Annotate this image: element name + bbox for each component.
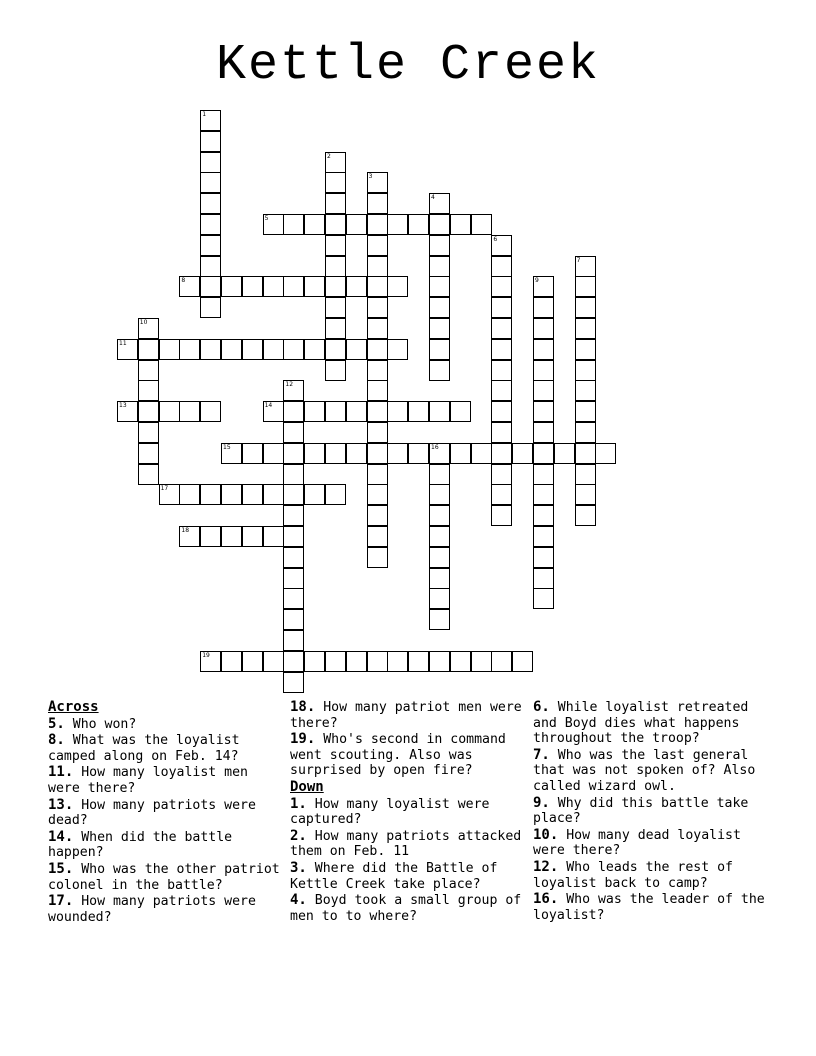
cell-number: 15: [223, 443, 231, 451]
grid-cell[interactable]: [221, 526, 242, 547]
clue-text: How many dead loyalist were there?: [533, 827, 741, 859]
grid-cell[interactable]: [429, 651, 450, 672]
grid-cell[interactable]: [367, 172, 388, 193]
grid-cell[interactable]: [346, 401, 367, 422]
grid-cell[interactable]: [283, 630, 304, 651]
grid-cell[interactable]: [387, 443, 408, 464]
grid-cell[interactable]: [283, 380, 304, 401]
grid-cell[interactable]: [325, 235, 346, 256]
clue-text: How many patriots were dead?: [48, 797, 256, 829]
clue: [533, 828, 773, 859]
grid-cell[interactable]: [491, 318, 512, 339]
grid-cell[interactable]: [242, 526, 263, 547]
grid-cell[interactable]: [491, 401, 512, 422]
grid-cell[interactable]: [304, 339, 325, 360]
clue-text: Why did this battle take place?: [533, 795, 749, 827]
clue: [290, 861, 526, 892]
grid-cell[interactable]: [533, 588, 554, 609]
grid-cell[interactable]: [179, 401, 200, 422]
section-heading: Down: [290, 778, 324, 795]
grid-cell[interactable]: [263, 401, 284, 422]
grid-cell[interactable]: [283, 505, 304, 526]
grid-cell[interactable]: [304, 401, 325, 422]
grid-cell[interactable]: [533, 318, 554, 339]
grid-cell[interactable]: [283, 464, 304, 485]
clue-number: 1.: [290, 795, 307, 812]
clue-text: Who was the leader of the loyalist?: [533, 892, 765, 923]
grid-cell[interactable]: [575, 401, 596, 422]
clue-text: Who was the last general that was not spoken of? Also called wizard owl.: [533, 747, 756, 794]
grid-cell[interactable]: [575, 360, 596, 381]
clue-number: 19.: [290, 731, 316, 748]
grid-cell[interactable]: [304, 214, 325, 235]
grid-cell[interactable]: [283, 568, 304, 589]
grid-cell[interactable]: [387, 401, 408, 422]
grid-cell[interactable]: [575, 339, 596, 360]
grid-cell[interactable]: [263, 484, 284, 505]
grid-cell[interactable]: [200, 297, 221, 318]
grid-cell[interactable]: [575, 464, 596, 485]
grid-cell[interactable]: [429, 276, 450, 297]
grid-cell[interactable]: [491, 443, 512, 464]
grid-cell[interactable]: [221, 339, 242, 360]
grid-cell[interactable]: [263, 276, 284, 297]
cell-number: 5: [264, 215, 269, 222]
grid-cell[interactable]: [367, 360, 388, 381]
clue-text: How many patriot men were there?: [290, 700, 522, 731]
grid-cell[interactable]: [367, 193, 388, 214]
clue-text: Where did the Battle of Kettle Creek take place?: [290, 860, 498, 892]
clue: [533, 860, 773, 891]
grid-cell[interactable]: [575, 422, 596, 443]
clue: [48, 733, 284, 764]
grid-cell[interactable]: [346, 443, 367, 464]
grid-cell[interactable]: [471, 651, 492, 672]
grid-cell[interactable]: [200, 276, 221, 297]
grid-cell[interactable]: [200, 484, 221, 505]
grid-cell[interactable]: [346, 339, 367, 360]
grid-cell[interactable]: [200, 152, 221, 173]
grid-cell[interactable]: [200, 131, 221, 152]
grid-cell[interactable]: [533, 360, 554, 381]
cell-number: 10: [139, 319, 148, 326]
grid-cell[interactable]: [533, 297, 554, 318]
cell-number: 16: [431, 443, 439, 451]
grid-cell[interactable]: [179, 276, 200, 297]
grid-cell[interactable]: [325, 214, 346, 235]
grid-cell[interactable]: [554, 443, 575, 464]
cell-number: 7: [576, 256, 581, 264]
grid-cell[interactable]: [283, 651, 304, 672]
grid-cell[interactable]: [138, 401, 159, 422]
clue-number: 10.: [533, 826, 559, 843]
grid-cell[interactable]: [367, 464, 388, 485]
cell-number: 17: [160, 485, 169, 493]
grid-cell[interactable]: [304, 484, 325, 505]
clue-number: 4.: [290, 892, 307, 909]
grid-cell[interactable]: [200, 172, 221, 193]
grid-cell[interactable]: [325, 651, 346, 672]
grid-cell[interactable]: [138, 339, 159, 360]
clue-number: 11.: [48, 764, 74, 781]
cell-number: 9: [535, 277, 539, 285]
puzzle-title: Kettle Creek: [215, 37, 601, 94]
grid-cell[interactable]: [533, 484, 554, 505]
grid-cell[interactable]: [533, 505, 554, 526]
grid-cell[interactable]: [325, 484, 346, 505]
grid-cell[interactable]: [408, 443, 429, 464]
grid-cell[interactable]: [304, 651, 325, 672]
grid-cell[interactable]: [491, 484, 512, 505]
grid-cell[interactable]: [242, 651, 263, 672]
clue-text: How many patriots were wounded?: [48, 894, 256, 925]
grid-cell[interactable]: [179, 526, 200, 547]
clue-number: 17.: [48, 893, 74, 910]
grid-cell[interactable]: [263, 526, 284, 547]
grid-cell[interactable]: [304, 276, 325, 297]
grid-cell[interactable]: [491, 651, 512, 672]
grid-cell[interactable]: [387, 339, 408, 360]
clue: [290, 829, 526, 860]
clue-column-2: [290, 700, 526, 925]
grid-cell[interactable]: [159, 401, 180, 422]
clue: [48, 798, 284, 829]
grid-cell[interactable]: [179, 339, 200, 360]
grid-cell[interactable]: [491, 276, 512, 297]
cell-number: 6: [493, 235, 498, 243]
grid-cell[interactable]: [325, 339, 346, 360]
grid-cell[interactable]: [138, 380, 159, 401]
cell-number: 14: [264, 402, 273, 410]
clue-number: 7.: [533, 746, 550, 763]
grid-cell[interactable]: [200, 110, 221, 131]
grid-cell[interactable]: [491, 360, 512, 381]
grid-cell[interactable]: [283, 401, 304, 422]
clue-column-3: [533, 700, 773, 924]
clue-number: 2.: [290, 827, 307, 844]
grid-cell[interactable]: [491, 505, 512, 526]
grid-cell[interactable]: [325, 152, 346, 173]
grid-cell[interactable]: [367, 651, 388, 672]
grid-cell[interactable]: [575, 443, 596, 464]
grid-cell[interactable]: [429, 256, 450, 277]
grid-cell[interactable]: [533, 464, 554, 485]
grid-cell[interactable]: [533, 339, 554, 360]
grid-cell[interactable]: [367, 443, 388, 464]
clue: [533, 892, 773, 923]
grid-cell[interactable]: [138, 443, 159, 464]
cell-number: 4: [431, 194, 435, 202]
clue-number: 6.: [533, 699, 550, 715]
grid-cell[interactable]: [325, 360, 346, 381]
grid-cell[interactable]: [221, 443, 242, 464]
clue: [290, 893, 526, 924]
clue: [48, 765, 284, 796]
grid-cell[interactable]: [367, 318, 388, 339]
clue: [48, 717, 284, 733]
grid-cell[interactable]: [367, 339, 388, 360]
grid-cell[interactable]: [346, 276, 367, 297]
clue-number: 13.: [48, 796, 74, 813]
grid-cell[interactable]: [575, 276, 596, 297]
grid-cell[interactable]: [200, 235, 221, 256]
clue-text: When did the battle happen?: [48, 829, 233, 861]
grid-cell[interactable]: [512, 443, 533, 464]
grid-cell[interactable]: [491, 380, 512, 401]
clue-text: Boyd took a small group of men to to where?: [290, 893, 522, 924]
grid-cell[interactable]: [367, 214, 388, 235]
grid-cell[interactable]: [263, 651, 284, 672]
grid-cell[interactable]: [138, 360, 159, 381]
grid-cell[interactable]: [159, 484, 180, 505]
clue: [290, 797, 526, 828]
grid-cell[interactable]: [283, 276, 304, 297]
grid-cell[interactable]: [533, 526, 554, 547]
grid-cell[interactable]: [367, 256, 388, 277]
grid-cell[interactable]: [367, 505, 388, 526]
grid-cell[interactable]: [429, 360, 450, 381]
clue-text: What was the loyalist camped along on Feb. 14?: [48, 733, 240, 764]
grid-cell[interactable]: [491, 339, 512, 360]
grid-cell[interactable]: [221, 484, 242, 505]
clue-text: While loyalist retreated and Boyd dies what happens throughout the troop?: [533, 700, 749, 747]
clue: [48, 830, 284, 861]
clue-text: Who leads the rest of loyalist back to camp?: [533, 859, 733, 891]
grid-cell[interactable]: [387, 651, 408, 672]
clue: [48, 862, 284, 893]
clue-number: 3.: [290, 859, 307, 876]
grid-cell[interactable]: [491, 422, 512, 443]
clue-number: 12.: [533, 858, 559, 875]
grid-cell[interactable]: [471, 214, 492, 235]
grid-cell[interactable]: [575, 380, 596, 401]
grid-cell[interactable]: [429, 505, 450, 526]
clue: [290, 732, 526, 779]
grid-cell[interactable]: [283, 443, 304, 464]
grid-cell[interactable]: [387, 214, 408, 235]
grid-cell[interactable]: [533, 401, 554, 422]
grid-cell[interactable]: [429, 401, 450, 422]
grid-cell[interactable]: [450, 651, 471, 672]
grid-cell[interactable]: [429, 568, 450, 589]
cell-number: 3: [368, 173, 373, 181]
grid-cell[interactable]: [346, 214, 367, 235]
grid-cell[interactable]: [575, 505, 596, 526]
grid-cell[interactable]: [200, 256, 221, 277]
grid-cell[interactable]: [304, 443, 325, 464]
grid-cell[interactable]: [533, 547, 554, 568]
grid-cell[interactable]: [242, 276, 263, 297]
grid-cell[interactable]: [533, 422, 554, 443]
clue-number: 14.: [48, 828, 74, 845]
clue: [290, 700, 526, 731]
clue-number: 9.: [533, 794, 550, 811]
grid-cell[interactable]: [367, 276, 388, 297]
cell-number: 13: [119, 402, 127, 410]
grid-cell[interactable]: [429, 297, 450, 318]
grid-cell[interactable]: [575, 318, 596, 339]
cell-number: 11: [119, 339, 127, 347]
grid-cell[interactable]: [200, 526, 221, 547]
grid-cell[interactable]: [408, 401, 429, 422]
grid-cell[interactable]: [325, 172, 346, 193]
clue-text: How many patriots attacked them on Feb. 11: [290, 828, 522, 860]
grid-cell[interactable]: [575, 297, 596, 318]
grid-cell[interactable]: [179, 484, 200, 505]
grid-cell[interactable]: [450, 214, 471, 235]
grid-cell[interactable]: [117, 401, 138, 422]
grid-cell[interactable]: [283, 214, 304, 235]
grid-cell[interactable]: [346, 651, 367, 672]
grid-cell[interactable]: [429, 464, 450, 485]
grid-cell[interactable]: [367, 547, 388, 568]
clue-number: 5.: [48, 715, 65, 732]
clue: [533, 748, 773, 795]
clue: [48, 894, 284, 925]
grid-cell[interactable]: [367, 401, 388, 422]
grid-cell[interactable]: [408, 214, 429, 235]
grid-cell[interactable]: [429, 588, 450, 609]
grid-cell[interactable]: [138, 422, 159, 443]
grid-cell[interactable]: [367, 235, 388, 256]
grid-cell[interactable]: [283, 609, 304, 630]
grid-cell[interactable]: [221, 276, 242, 297]
cell-number: 2: [327, 152, 331, 160]
clue-number: 18.: [290, 699, 316, 715]
cell-number: 1: [202, 111, 207, 118]
grid-cell[interactable]: [325, 318, 346, 339]
grid-cell[interactable]: [429, 193, 450, 214]
grid-cell[interactable]: [533, 276, 554, 297]
grid-cell[interactable]: [429, 526, 450, 547]
grid-cell[interactable]: [200, 339, 221, 360]
grid-cell[interactable]: [429, 609, 450, 630]
clue-text: Who's second in command went scouting. Also was surprised by open fire?: [290, 732, 506, 779]
grid-cell[interactable]: [117, 339, 138, 360]
clue: [533, 700, 773, 747]
grid-cell[interactable]: [242, 443, 263, 464]
grid-cell[interactable]: [512, 651, 533, 672]
grid-cell[interactable]: [367, 297, 388, 318]
grid-cell[interactable]: [387, 276, 408, 297]
clue-column-1: [48, 700, 284, 926]
grid-cell[interactable]: [533, 443, 554, 464]
grid-cell[interactable]: [283, 672, 304, 693]
grid-cell[interactable]: [533, 380, 554, 401]
grid-cell[interactable]: [325, 297, 346, 318]
grid-cell[interactable]: [367, 484, 388, 505]
grid-cell[interactable]: [450, 401, 471, 422]
grid-cell[interactable]: [325, 193, 346, 214]
cell-number: 8: [181, 277, 186, 285]
grid-cell[interactable]: [159, 339, 180, 360]
grid-cell[interactable]: [595, 443, 616, 464]
cell-number: 19: [202, 651, 210, 659]
grid-cell[interactable]: [200, 214, 221, 235]
grid-cell[interactable]: [367, 422, 388, 443]
grid-cell[interactable]: [283, 339, 304, 360]
grid-cell[interactable]: [367, 380, 388, 401]
grid-cell[interactable]: [533, 568, 554, 589]
grid-cell[interactable]: [325, 443, 346, 464]
clue-text: How many loyalist were captured?: [290, 796, 490, 828]
grid-cell[interactable]: [429, 339, 450, 360]
grid-cell[interactable]: [450, 443, 471, 464]
grid-cell[interactable]: [491, 256, 512, 277]
clue-number: 8.: [48, 732, 65, 749]
grid-cell[interactable]: [491, 297, 512, 318]
cell-number: 18: [181, 527, 190, 534]
grid-cell[interactable]: [471, 443, 492, 464]
clue-number: 15.: [48, 860, 74, 877]
grid-cell[interactable]: [242, 339, 263, 360]
grid-cell[interactable]: [138, 318, 159, 339]
grid-cell[interactable]: [575, 256, 596, 277]
grid-cell[interactable]: [200, 193, 221, 214]
grid-cell[interactable]: [200, 651, 221, 672]
grid-cell[interactable]: [200, 401, 221, 422]
grid-cell[interactable]: [429, 318, 450, 339]
grid-cell[interactable]: [283, 484, 304, 505]
grid-cell[interactable]: [429, 484, 450, 505]
grid-cell[interactable]: [367, 526, 388, 547]
grid-cell[interactable]: [575, 484, 596, 505]
grid-cell[interactable]: [263, 214, 284, 235]
grid-cell[interactable]: [283, 526, 304, 547]
grid-cell[interactable]: [138, 464, 159, 485]
grid-cell[interactable]: [283, 547, 304, 568]
grid-cell[interactable]: [242, 484, 263, 505]
grid-cell[interactable]: [429, 214, 450, 235]
grid-cell[interactable]: [325, 276, 346, 297]
clue-number: 16.: [533, 891, 559, 908]
grid-cell[interactable]: [325, 256, 346, 277]
grid-cell[interactable]: [283, 588, 304, 609]
grid-cell[interactable]: [263, 339, 284, 360]
grid-cell[interactable]: [429, 547, 450, 568]
clue: [533, 796, 773, 827]
grid-cell[interactable]: [283, 422, 304, 443]
grid-cell[interactable]: [221, 651, 242, 672]
grid-cell[interactable]: [429, 235, 450, 256]
cell-number: 12: [285, 381, 294, 389]
clue-text: How many loyalist men were there?: [48, 765, 248, 796]
grid-cell[interactable]: [263, 443, 284, 464]
grid-cell[interactable]: [491, 464, 512, 485]
grid-cell[interactable]: [429, 443, 450, 464]
clue-text: Who was the other patriot colonel in the battle?: [48, 861, 280, 893]
section-heading: Across: [48, 699, 99, 715]
clue-text: Who won?: [64, 716, 137, 732]
grid-cell[interactable]: [408, 651, 429, 672]
grid-cell[interactable]: [491, 235, 512, 256]
grid-cell[interactable]: [325, 401, 346, 422]
